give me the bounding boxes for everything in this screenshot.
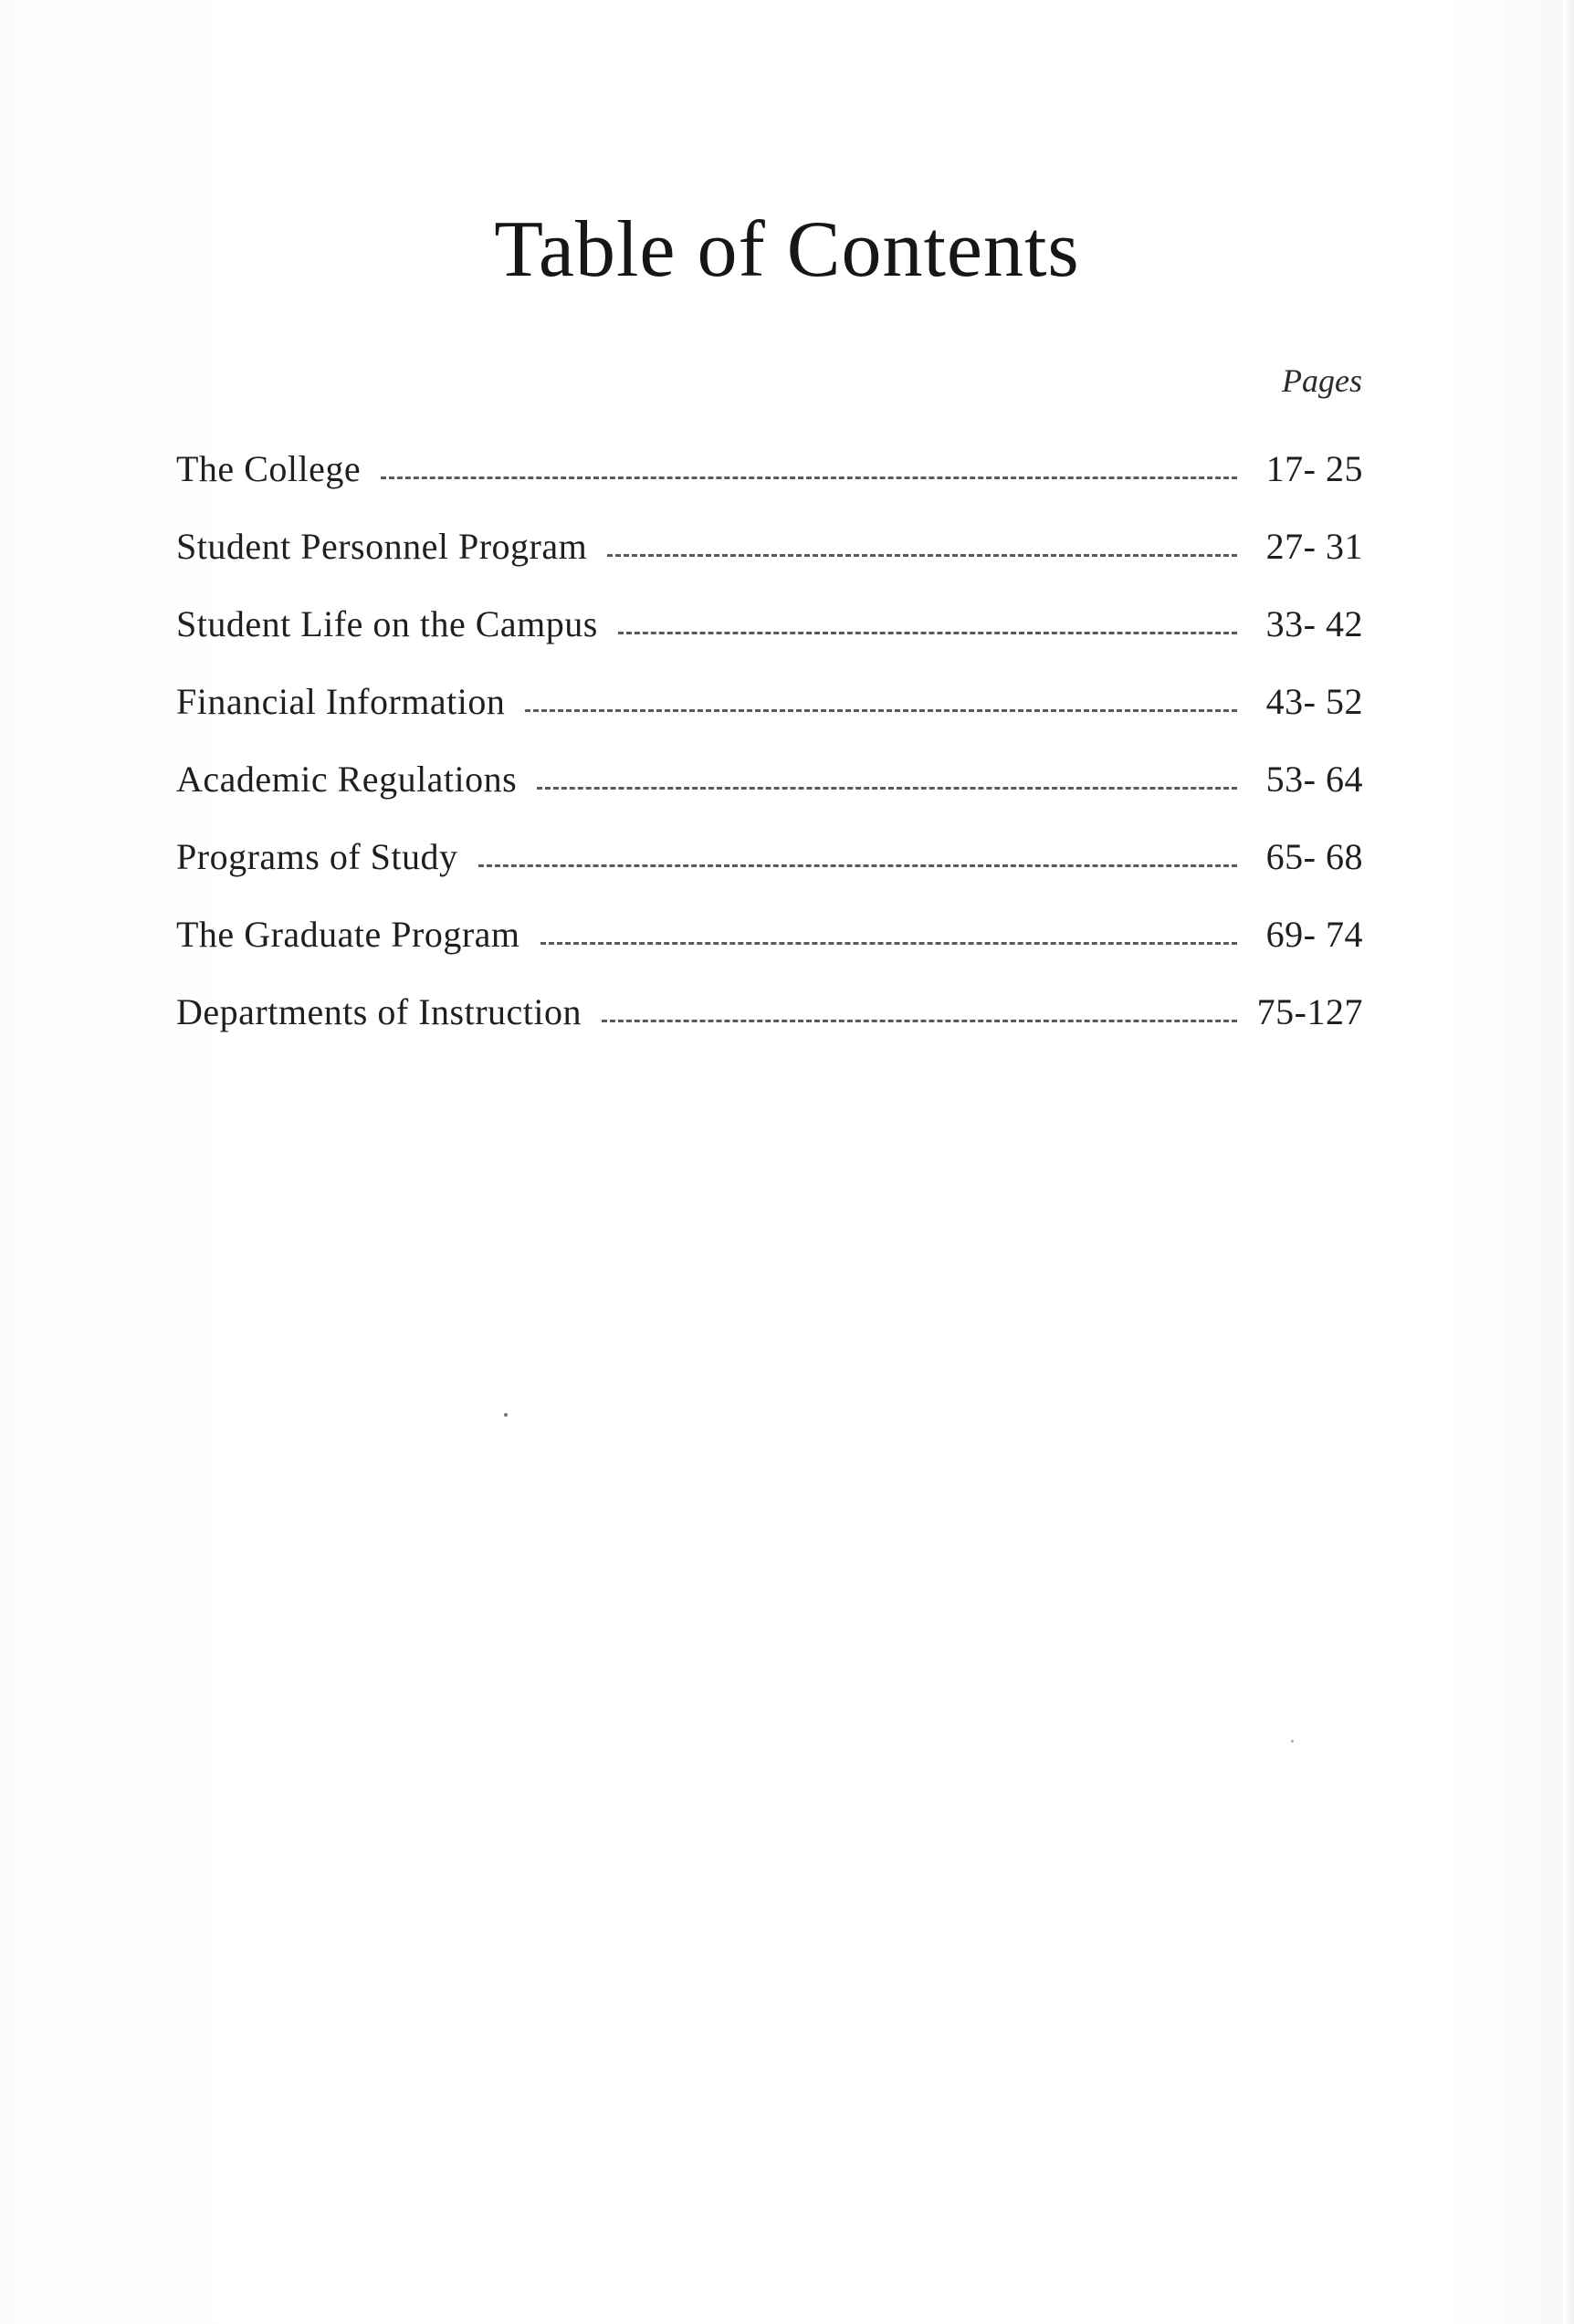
toc-entry-pages: 69- 74 [1265, 914, 1363, 955]
toc-entry [176, 602, 1363, 680]
toc-entry [176, 680, 1363, 758]
dot-leader [602, 1020, 1237, 1022]
pages-column-header: Pages [1282, 362, 1362, 399]
dot-leader [537, 787, 1237, 790]
paper-speck [1291, 1740, 1294, 1743]
toc-entry-label: Programs of Study [176, 836, 458, 877]
toc-entry-pages: 17- 25 [1265, 448, 1363, 489]
toc-entry [176, 835, 1363, 913]
toc-entry-label: Academic Regulations [176, 759, 518, 800]
toc-entry-label: Departments of Instruction [176, 991, 582, 1032]
toc-entry-pages: 75-127 [1256, 991, 1363, 1032]
toc-entry [176, 447, 1363, 525]
toc-entry-pages: 33- 42 [1265, 603, 1363, 644]
toc-entry [176, 913, 1363, 990]
toc-entry-label: Student Life on the Campus [176, 603, 598, 644]
dot-leader [478, 864, 1238, 867]
toc-entry-label: The College [176, 448, 362, 489]
toc-entry-pages: 27- 31 [1265, 526, 1363, 567]
table-of-contents-list [176, 447, 1363, 1068]
dot-leader [381, 476, 1237, 479]
dot-leader [618, 632, 1237, 634]
toc-entry-label: Student Personnel Program [176, 526, 588, 567]
toc-entry-pages: 53- 64 [1265, 759, 1363, 800]
toc-entry-pages: 43- 52 [1265, 681, 1363, 722]
page-edge-shadow [1563, 0, 1574, 2324]
page-title: Table of Contents [494, 205, 1080, 294]
paper-speck [504, 1413, 508, 1417]
toc-entry-pages: 65- 68 [1265, 836, 1363, 877]
toc-entry-label: Financial Information [176, 681, 506, 722]
toc-entry [176, 990, 1363, 1068]
dot-leader [525, 709, 1237, 712]
toc-entry [176, 525, 1363, 602]
toc-entry [176, 758, 1363, 835]
dot-leader [540, 942, 1237, 945]
toc-entry-label: The Graduate Program [176, 914, 520, 955]
dot-leader [607, 554, 1237, 557]
